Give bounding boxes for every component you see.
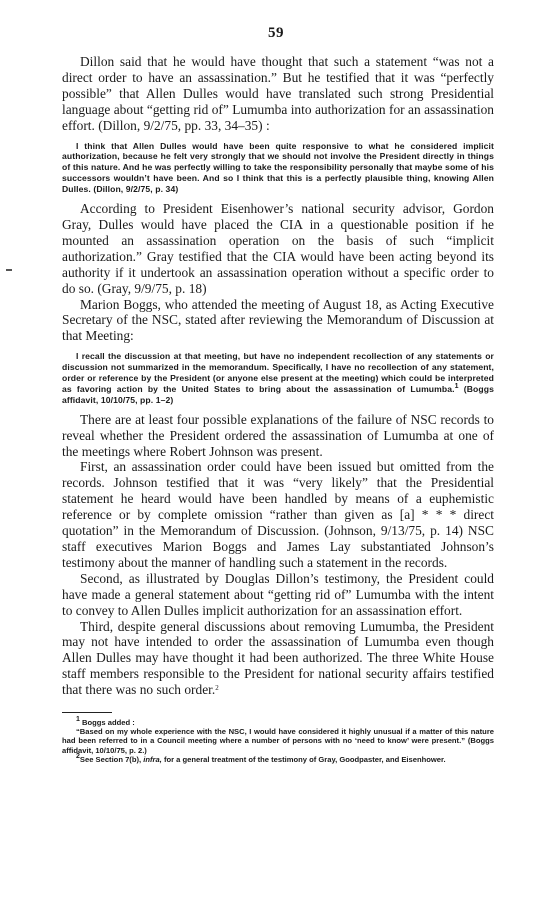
paragraph-gray: According to President Eisenhower’s national security advisor, Gordon Gray, Dulles would have placed the CIA in a questionable position if he mounted an assassination operation on the basis of such “implicit authorization.” Gray testified that the CIA would have been acting beyond its authority if it undertook an assassination operation without a specific order to do so. (Gray, 9/9/75, p. 18) bbox=[62, 201, 494, 296]
footnote-ref-1: 1 bbox=[454, 382, 459, 390]
footnote-2-mark: 2 bbox=[76, 752, 80, 760]
block-quote-dillon: I think that Allen Dulles would have been quite responsive to what he considered implicit authorization, because he felt very strongly that we should not involve the President directly in things of this nature. And he was perfectly willing to take the responsibility personally that maybe some of his successors wouldn’t have been. And so I think that this is a perfectly plausible thing, knowing Allen Dulles. (Dillon, 9/2/75, p. 34) bbox=[62, 140, 494, 195]
footnote-1-mark: 1 bbox=[76, 716, 80, 724]
paragraph-first: First, an assassination order could have been issued but omitted from the records. Johnson testified that it was “very likely” that the Presidential statement he heard would have been handled by means of a euphemistic reference or by complete omission “rather than given as [a] * * * direct quotation” in the Memorandum of Discussion. (Johnson, 9/13/75, p. 14) NSC staff executives Marion Boggs and James Lay substantiated Johnson’s testimony about the manner of handling such a statement in the records. bbox=[62, 459, 494, 570]
paragraph-third-text: Third, despite general discussions about removing Lumumba, the President may not have intended to order the assassination of Lumumba even though Allen Dulles may have thought it had been authorized. The three White House staff members responsible to the President for national security affairs testified that there was no such order. bbox=[62, 618, 494, 698]
paragraph-third bbox=[62, 619, 494, 699]
footnote-2-infra: infra, bbox=[143, 754, 162, 764]
paragraph-second: Second, as illustrated by Douglas Dillon’s testimony, the President could have made a general statement about “getting rid of” Lumumba with the intent to convey to Allen Dulles implicit authorization for an assassination effort. bbox=[62, 570, 494, 618]
quote-boggs-text: I recall the discussion at that meeting, but have no independent recollection of any statements or discussion not summarized in the memorandum. Specifically, I have no recollection of any statement, order or reference by the President (or anyone else present at the meeting) which could be interpreted as favoring action by the United States to bring about the assassination of Lumumba. bbox=[62, 351, 494, 394]
footnote-1-quote: “Based on my whole experience with the NSC, I would have considered it highly unusual if a matter of this nature had been referred to in a Council meeting where a number of persons with no ‘need to know’ were present.” (Boggs affidavit, 10/10/75, p. 2.) bbox=[62, 727, 494, 755]
footnote-1 bbox=[62, 718, 494, 727]
paragraph-explanations: There are at least four possible explanations of the failure of NSC records to reveal whether the President ordered the assassination of Lumumba at one of the meetings where Robert Johnson was present. bbox=[62, 411, 494, 459]
block-quote-boggs bbox=[62, 351, 494, 406]
paragraph-dillon: Dillon said that he would have thought that such a statement “was not a direct order to have an assassination.” But he testified that it was “perfectly possible” that Allen Dulles would have translated such strong Presidential language about “getting rid of” Lumumba into authorization for an assassination effort. (Dillon, 9/2/75, pp. 33, 34–35) : bbox=[62, 54, 494, 133]
footnote-divider bbox=[62, 712, 112, 713]
margin-mark bbox=[6, 269, 12, 271]
paragraph-boggs: Marion Boggs, who attended the meeting of August 18, as Acting Executive Secretary of the NSC, stated after reviewing the Memorandum of Discussion at that Meeting: bbox=[62, 296, 494, 344]
footnote-1-lead: Boggs added : bbox=[82, 718, 135, 728]
footnote-ref-2: 2 bbox=[215, 684, 219, 693]
page-number: 59 bbox=[268, 25, 284, 41]
footnote-2 bbox=[62, 752, 494, 764]
footnote-2-text-b: for a general treatment of the testimony of Gray, Goodpaster, and Eisenhower. bbox=[163, 754, 446, 764]
quote-boggs-citation: (Boggs affidavit, 10/10/75, pp. 1–2) bbox=[62, 383, 494, 405]
footnote-2-text-a: See Section 7(b), bbox=[79, 754, 142, 764]
